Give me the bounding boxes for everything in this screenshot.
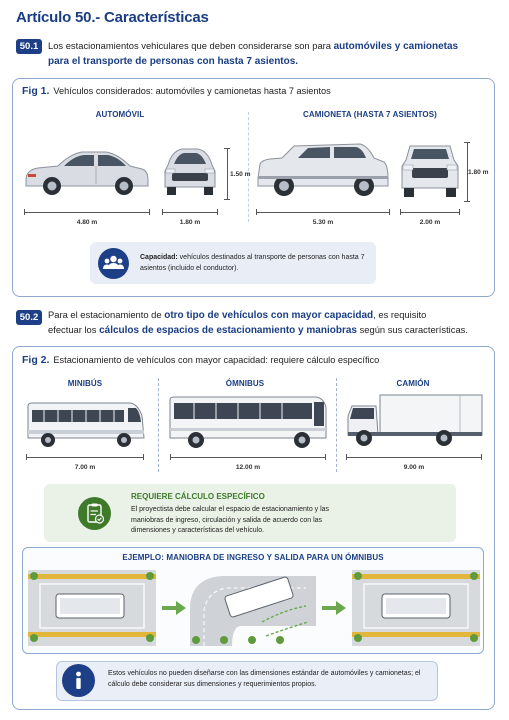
dim-label: 9.00 m [403, 464, 425, 471]
text-highlight: otro tipo de vehículos con mayor capacidad [164, 310, 374, 321]
column-divider [158, 378, 159, 472]
info-icon [62, 664, 95, 697]
section-badge-50-2: 50.2 [16, 310, 42, 325]
capacity-label: Capacidad: [140, 254, 178, 261]
sedan-front-illustration [160, 143, 220, 203]
col-head-omnibus: ÓMNIBUS [225, 379, 265, 388]
dim-label: 5.30 m [312, 219, 334, 226]
text-part: Para el estacionamiento de [48, 309, 165, 320]
sedan-side-illustration [20, 140, 152, 204]
dim-label: 7.00 m [74, 464, 96, 471]
dim-label: 1.80 m [179, 219, 201, 226]
dim-label: 2.00 m [419, 219, 441, 226]
col-head-minibus: MINIBÚS [67, 379, 103, 388]
section-badge-50-1: 50.1 [16, 39, 42, 54]
text-part: según sus características. [356, 324, 468, 335]
checklist-icon [78, 497, 111, 530]
dim-label: 12.00 m [235, 464, 261, 471]
figure-label: Fig 1. [22, 85, 50, 97]
dim-label: 1.80 m [468, 169, 489, 176]
figure-1-caption [22, 85, 331, 97]
maneuver-diagram [26, 566, 482, 650]
suv-side-illustration [252, 134, 392, 204]
figure-caption-text: Estacionamiento de vehículos con mayor capacidad: requiere cálculo específico [53, 355, 380, 365]
dim-length-minibus [26, 454, 144, 460]
dim-label: 4.80 m [76, 219, 98, 226]
dim-label: 1.50 m [230, 171, 251, 178]
dim-width-camioneta [400, 209, 460, 215]
figure-caption-text: Vehículos considerados: automóviles y camionetas hasta 7 asientos [53, 86, 331, 96]
text-part: Los estacionamientos vehiculares que deben considerarse son para [48, 40, 334, 51]
example-heading: EJEMPLO: MANIOBRA DE INGRESO Y SALIDA PARA UN ÓMNIBUS [122, 553, 384, 562]
col-head-camion: CAMIÓN [396, 379, 430, 388]
capacity-description: vehículos destinados al transporte de personas con hasta 7 asientos (incluido el conductor). [140, 254, 365, 272]
col-head-automovil: AUTOMÓVIL [95, 110, 145, 119]
dim-length-camioneta [256, 209, 390, 215]
column-divider [336, 378, 337, 472]
note-text: Estos vehículos no pueden diseñarse con las dimensiones estándar de automóviles y camionetas; el cálculo debe considerar sus dimensiones y requerimientos propios. [108, 670, 421, 688]
page-title: Artículo 50.- Características [16, 9, 209, 26]
dim-length-auto [24, 209, 150, 215]
dim-length-omnibus [170, 454, 326, 460]
figure-label: Fig 2. [22, 354, 50, 366]
suv-front-illustration [398, 140, 462, 204]
dim-width-auto [162, 209, 218, 215]
text-part: efectuar los [48, 324, 100, 335]
dim-length-camion [346, 454, 482, 460]
minibus-illustration [24, 400, 148, 452]
truck-illustration [344, 392, 486, 452]
text-highlight: para el transporte de personas con hasta 7 asientos. [48, 56, 299, 67]
calculation-required-text: El proyectista debe calcular el espacio de estacionamiento y las maniobras de ingreso, circulación y salida de acuerdo con las dimensiones y características del vehículo. [131, 506, 330, 534]
section-50-1-text [48, 39, 498, 69]
text-highlight: automóviles y camionetas [333, 41, 459, 52]
col-head-camioneta: CAMIONETA (HASTA 7 ASIENTOS) [303, 110, 437, 119]
section-50-2-text [48, 308, 498, 338]
text-highlight: cálculos de espacios de estacionamiento y maniobras [99, 325, 357, 336]
column-divider [248, 112, 249, 222]
people-icon [98, 248, 129, 279]
calculation-required-heading: REQUIERE CÁLCULO ESPECÍFICO [131, 492, 265, 501]
text-part: , es requisito [373, 309, 427, 320]
omnibus-illustration [166, 394, 330, 452]
figure-2-caption [22, 354, 379, 366]
capacity-info-text [140, 253, 368, 274]
